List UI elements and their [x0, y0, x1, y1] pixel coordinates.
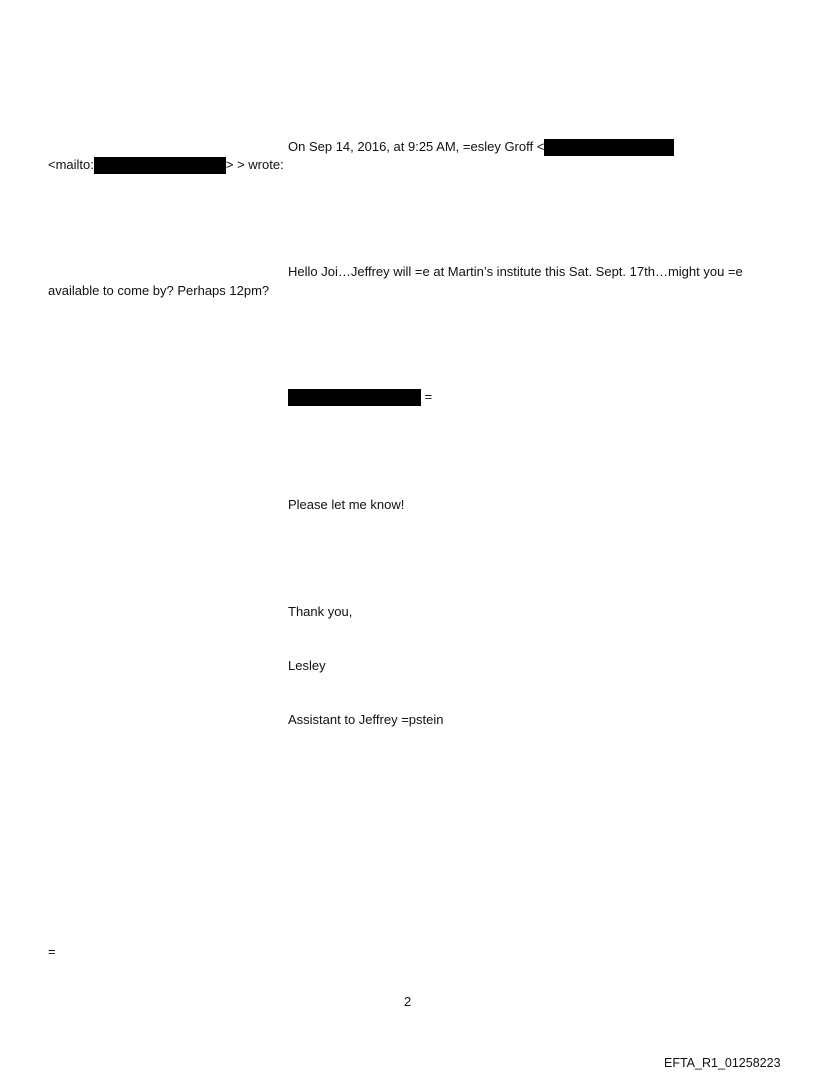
redacted-mailto-address	[94, 157, 226, 174]
signoff-title: Assistant to Jeffrey =pstein	[288, 712, 444, 727]
redacted-block	[288, 389, 421, 406]
redacted-line	[288, 389, 432, 406]
mailto-suffix: > > wrote:	[225, 157, 284, 172]
mailto-line	[48, 157, 284, 174]
page-artifact: =	[48, 944, 56, 959]
header-prefix: On Sep 14, 2016, at 9:25 AM, =esley Groff <	[288, 139, 545, 154]
body-line-2: available to come by? Perhaps 12pm?	[48, 283, 270, 298]
redacted-sender-email	[544, 139, 674, 156]
mailto-prefix: <mailto:	[48, 157, 94, 172]
please-let-me-know: Please let me know!	[288, 497, 405, 512]
body-line-1: Hello Joi…Jeffrey will =e at Martin’s institute this Sat. Sept. 17th…might you =e	[288, 264, 743, 279]
signoff-thanks: Thank you,	[288, 604, 353, 619]
signoff-name: Lesley	[288, 658, 326, 673]
document-id: EFTA_R1_01258223	[664, 1056, 781, 1070]
header-line	[288, 139, 674, 156]
redacted-line-suffix: =	[424, 389, 433, 404]
page-number: 2	[404, 994, 412, 1009]
